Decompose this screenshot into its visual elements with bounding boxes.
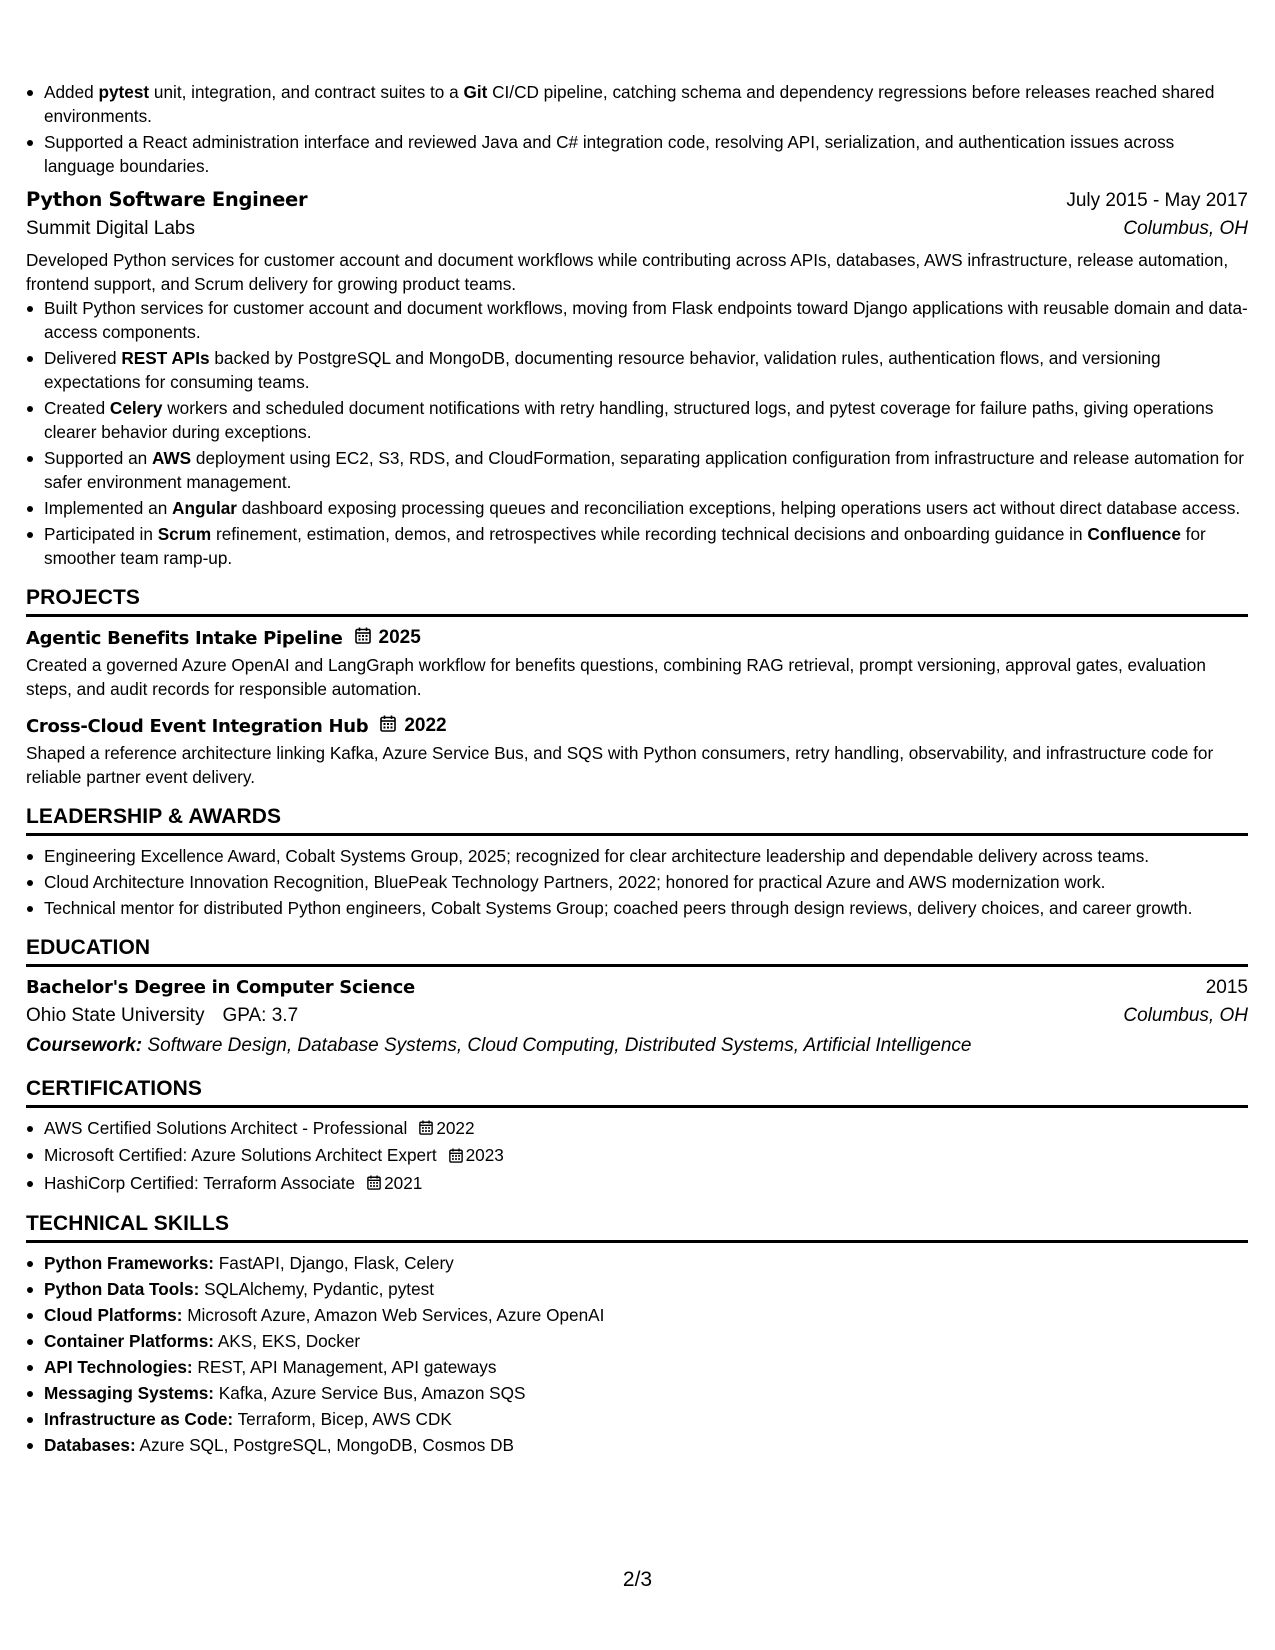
list-item: Added pytest unit, integration, and contract suites to a Git CI/CD pipeline, catching schema and dependency regressions before releases reached shared environments. [26, 80, 1248, 128]
role-bullets [26, 296, 1248, 570]
cert-name: AWS Certified Solutions Architect - Professional [44, 1118, 408, 1138]
role-company-row [26, 218, 1248, 240]
skill-value: Azure SQL, PostgreSQL, MongoDB, Cosmos DB [135, 1435, 515, 1456]
skill-value: AKS, EKS, Docker [214, 1331, 361, 1352]
list-item: Created Celery workers and scheduled document notifications with retry handling, structured logs, and pytest coverage for failure paths, giving operations clearer behavior during exceptions. [26, 396, 1248, 444]
project-description: Created a governed Azure OpenAI and LangGraph workflow for benefits questions, combining RAG retrieval, prompt versioning, approval gates, evaluation steps, and audit records for responsible automation. [26, 655, 1206, 699]
school-location: Columbus, OH [1123, 1005, 1248, 1026]
role-dates: July 2015 - May 2017 [1066, 190, 1248, 211]
skill-value: Microsoft Azure, Amazon Web Services, Azure OpenAI [182, 1305, 605, 1326]
coursework-list: Software Design, Database Systems, Cloud Computing, Distributed Systems, Artificial Intelligence [142, 1035, 972, 1056]
projects-section [26, 586, 1248, 789]
cert-year: 2022 [436, 1118, 475, 1138]
skill-value: REST, API Management, API gateways [192, 1357, 497, 1378]
list-item [26, 1329, 1248, 1353]
cert-year: 2021 [384, 1172, 423, 1193]
page-number: 2/3 [622, 1568, 653, 1591]
calendar-icon [355, 627, 371, 649]
list-item: Supported an AWS deployment using EC2, S3, RDS, and CloudFormation, separating application configuration from infrastructure and release automation for safer environment management. [26, 446, 1248, 494]
project-year: 2025 [378, 627, 421, 648]
skill-label: Cloud Platforms: [44, 1305, 183, 1326]
role-header [26, 188, 1248, 212]
project-year: 2022 [404, 715, 447, 736]
skill-label: Container Platforms: [44, 1331, 214, 1352]
coursework-label: Coursework: [26, 1035, 143, 1056]
skill-label: Messaging Systems: [44, 1383, 215, 1404]
certifications-section [26, 1077, 1248, 1196]
section-heading: LEADERSHIP & AWARDS [26, 805, 1248, 836]
list-item [26, 1143, 1248, 1168]
project-header [26, 715, 1248, 737]
list-item [26, 1277, 1248, 1301]
skills-list [26, 1251, 1248, 1457]
calendar-icon [419, 1117, 433, 1141]
calendar-icon [380, 715, 396, 737]
role-summary: Developed Python services for customer account and document workflows while contributing across APIs, databases, AWS infrastructure, release automation, frontend support, and Scrum delivery for growing product teams. [26, 250, 1229, 294]
list-item: Supported a React administration interface and reviewed Java and C# integration code, resolving API, serialization, and authentication issues across language boundaries. [26, 130, 1248, 178]
list-item: Cloud Architecture Innovation Recognition, BluePeak Technology Partners, 2022; honored for practical Azure and AWS modernization work. [26, 870, 1248, 894]
list-item [26, 1355, 1248, 1379]
list-item [26, 1407, 1248, 1431]
section-heading: CERTIFICATIONS [26, 1077, 1248, 1108]
project-description: Shaped a reference architecture linking Kafka, Azure Service Bus, and SQS with Python consumers, retry handling, observability, and infrastructure code for reliable partner event delivery. [26, 743, 1214, 787]
section-heading: PROJECTS [26, 586, 1248, 617]
list-item [26, 1171, 1248, 1196]
skill-value: FastAPI, Django, Flask, Celery [214, 1253, 454, 1274]
skill-label: Infrastructure as Code: [44, 1409, 234, 1430]
list-item: Built Python services for customer account and document workflows, moving from Flask endpoints toward Django applications with reusable domain and data-access components. [26, 296, 1248, 344]
skill-label: Python Data Tools: [44, 1279, 200, 1300]
cert-name: HashiCorp Certified: Terraform Associate [44, 1172, 356, 1193]
graduation-year: 2015 [1205, 977, 1248, 998]
school-row [26, 1005, 1248, 1027]
skill-value: SQLAlchemy, Pydantic, pytest [199, 1279, 435, 1300]
skill-value: Terraform, Bicep, AWS CDK [233, 1409, 452, 1430]
prev-role-bullets [26, 80, 1248, 178]
gpa: GPA: 3.7 [222, 1005, 299, 1026]
leadership-list [26, 844, 1248, 920]
project-title: Agentic Benefits Intake Pipeline [26, 627, 343, 649]
section-heading: TECHNICAL SKILLS [26, 1212, 1248, 1243]
coursework [26, 1035, 1248, 1057]
skills-section [26, 1212, 1248, 1457]
leadership-section [26, 805, 1248, 920]
education-header [26, 977, 1248, 999]
calendar-icon [449, 1145, 463, 1169]
skill-value: Kafka, Azure Service Bus, Amazon SQS [214, 1383, 526, 1404]
list-item [26, 1116, 1248, 1141]
resume-page [26, 80, 1248, 1459]
skill-label: Databases: [44, 1435, 136, 1456]
certifications-list [26, 1116, 1248, 1196]
list-item: Engineering Excellence Award, Cobalt Systems Group, 2025; recognized for clear architecture leadership and dependable delivery across teams. [26, 844, 1248, 868]
list-item: Participated in Scrum refinement, estimation, demos, and retrospectives while recording technical decisions and onboarding guidance in Confluence for smoother team ramp-up. [26, 522, 1248, 570]
school-name: Ohio State University [26, 1005, 205, 1026]
list-item: Technical mentor for distributed Python engineers, Cobalt Systems Group; coached peers through design reviews, delivery choices, and career growth. [26, 896, 1248, 920]
role-location: Columbus, OH [1123, 218, 1248, 239]
degree-title: Bachelor's Degree in Computer Science [26, 977, 415, 998]
calendar-icon [367, 1172, 381, 1196]
skill-label: Python Frameworks: [44, 1253, 215, 1274]
list-item [26, 1433, 1248, 1457]
list-item [26, 1381, 1248, 1405]
cert-year: 2023 [465, 1145, 504, 1166]
list-item: Implemented an Angular dashboard exposing processing queues and reconciliation exceptions, helping operations users act without direct database access. [26, 496, 1248, 520]
project-title: Cross-Cloud Event Integration Hub [26, 715, 369, 737]
education-section [26, 936, 1248, 1057]
company-name: Summit Digital Labs [26, 218, 195, 239]
skill-label: API Technologies: [44, 1357, 193, 1378]
list-item [26, 1303, 1248, 1327]
list-item [26, 1251, 1248, 1275]
project-header [26, 627, 1248, 649]
role-title: Python Software Engineer [26, 188, 308, 211]
list-item: Delivered REST APIs backed by PostgreSQL and MongoDB, documenting resource behavior, validation rules, authentication flows, and versioning expectations for consuming teams. [26, 346, 1248, 394]
section-heading: EDUCATION [26, 936, 1248, 967]
cert-name: Microsoft Certified: Azure Solutions Architect Expert [44, 1145, 437, 1166]
